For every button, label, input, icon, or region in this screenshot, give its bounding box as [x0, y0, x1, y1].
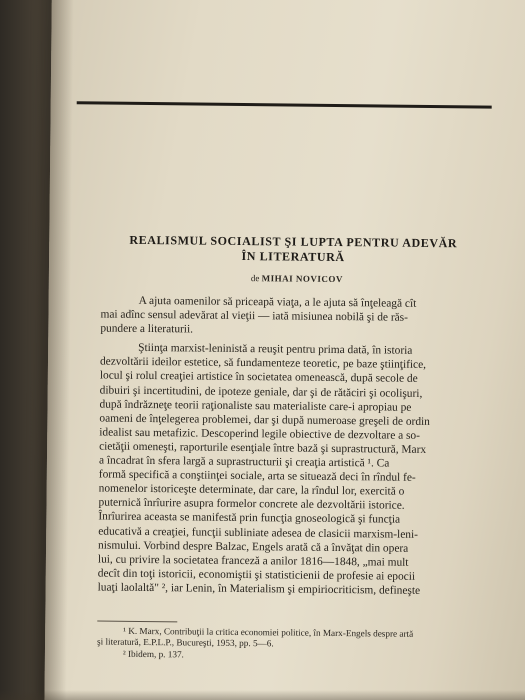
article-body: [98, 294, 499, 599]
body-line: nomenelor istoriceşte determinate, dar care, la rîndul lor, exercită o: [98, 482, 405, 498]
author-name: MIHAI NOVICOV: [261, 273, 343, 285]
author-prefix: de: [250, 273, 260, 284]
body-line: nismului. Vorbind despre Balzac, Engels arată că a învăţat din opera: [98, 539, 409, 555]
body-line: decît din toţi istoricii, economiştii şi statisticienii de profesie ai epocii: [97, 567, 416, 583]
body-line: dibuiri şi incertitudini, de ipoteze geniale, dar şi de rătăciri şi ocolişuri,: [99, 384, 423, 400]
article-author: [107, 272, 487, 286]
header-rule: [77, 101, 492, 108]
body-line: Înrîurirea aceasta se manifestă prin funcţia gnoseologică şi funcţia: [98, 510, 401, 527]
body-line: după îndrăzneţe teorii raţionaliste sau materialiste care-i apropiau pe: [99, 398, 412, 414]
article-title-line-1: REALISMUL SOCIALIST ŞI LUPTA PENTRU ADEVĂR: [129, 232, 458, 251]
body-line: luaţi laolaltă" ², iar Lenin, în Materialism şi empiriocriticism, defineşte: [97, 581, 421, 597]
body-line: a încadrat în sfera largă a suprastructurii şi creaţia artistică ¹. Ca: [98, 454, 390, 470]
body-line: Ştiinţa marxist-leninistă a reuşit pentru prima dată, în istoria: [138, 342, 413, 358]
body-line: puternică înrîurire asupra formelor concrete ale dezvoltării istorice.: [98, 496, 405, 513]
body-line: educativă a creaţiei, funcţii subliniate adesea de clasicii marxism-leni-: [98, 525, 419, 541]
body-line: locul şi rolul creaţiei artistice în societatea omenească, după secole de: [99, 369, 418, 386]
body-line: pundere a literaturii.: [100, 322, 194, 336]
page-gutter-shadow: [44, 0, 74, 700]
photo-bottom-shadow: [0, 690, 525, 700]
body-line: cietăţii omeneşti, raporturile esenţiale între bază şi suprastructură, Marx: [99, 440, 427, 456]
article-title: [107, 233, 479, 267]
footnote-rule: [97, 621, 177, 623]
body-line: oameni de înţelegerea problemei, dar şi după numeroase greşeli de ordin: [99, 412, 430, 428]
footnote-line: şi literatură, E.P.L.P., Bucureşti, 1953, pp. 5—6.: [97, 636, 274, 649]
footnote-line: ² Ibidem, p. 137.: [122, 648, 184, 660]
footnotes: [97, 626, 495, 664]
body-line: dezvoltării ideilor estetice, să fundamenteze teoretic, pe baze ştiinţifice,: [99, 355, 427, 372]
body-line: A ajuta oamenilor să priceapă viaţa, a le ajuta să înţeleagă cît: [138, 294, 417, 310]
article-title-line-2: ÎN LITERATURĂ: [241, 248, 345, 265]
body-line: formă specifică a conştiinţei sociale, arta se situează deci în rîndul fe-: [98, 468, 416, 484]
body-line: mai adînc sensul adevărat al vieţii — iată misiunea nobilă şi de răs-: [100, 308, 408, 324]
body-line: lui, cu privire la societatea franceză a anilor 1816—1848, „mai mult: [97, 553, 409, 569]
footnote-line: ¹ K. Marx, Contribuţii la critica economiei politice, în Marx-Engels despre artă: [123, 625, 414, 639]
body-line: idealist sau metafizic. Descoperind legile obiective de dezvoltare a so-: [99, 426, 421, 442]
book-page: [44, 0, 525, 700]
